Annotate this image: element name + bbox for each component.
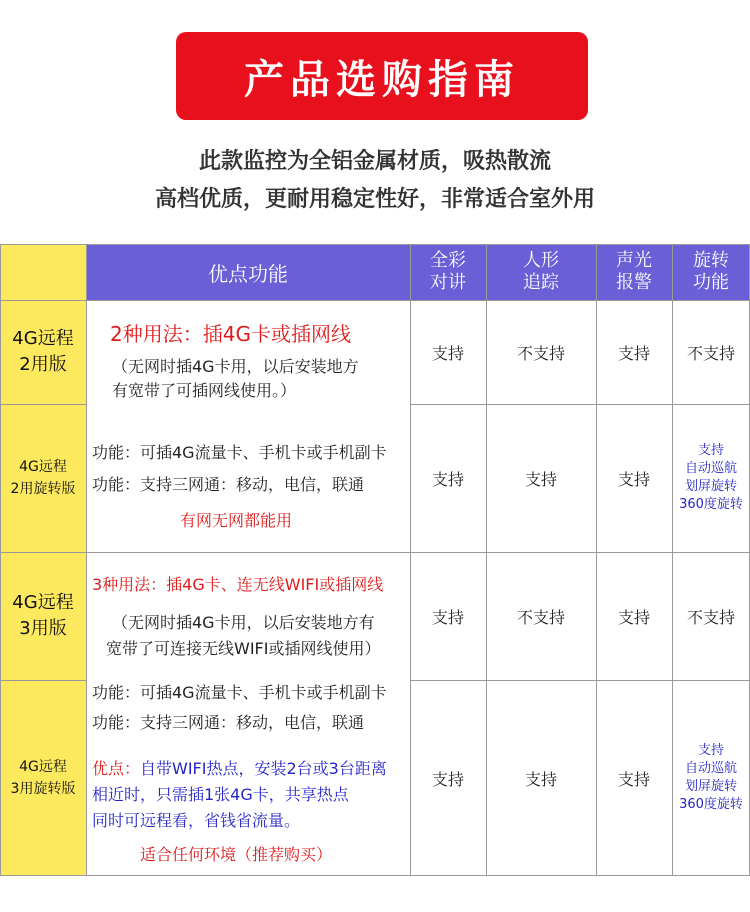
grid-line: [486, 244, 487, 876]
advantage-text: 自带WIFI热点，安装2台或3台距离: [140, 759, 387, 778]
rotate-text: 支持: [697, 443, 724, 458]
features-4g-3way: [86, 552, 410, 680]
header-text: 对讲: [430, 272, 466, 293]
feature-highlight: 适合任何环境（推荐购买）: [140, 845, 333, 864]
header-corner: [0, 244, 86, 300]
grid-line: [0, 875, 750, 876]
usage-note: （无网时插4G卡用，以后安装地方: [112, 357, 359, 376]
rotate-text: 划屏旋转: [684, 779, 737, 794]
cell-tracking-4g-3way-rotate: 支持: [524, 769, 557, 789]
cell-rotation-4g-3way: 不支持: [686, 607, 735, 627]
usage-headline: 3种用法：插4G卡、连无线WIFI或插网线: [92, 575, 384, 594]
cell-alarm-4g-2way: 支持: [617, 343, 650, 363]
row-label-4g-2way: [0, 300, 86, 404]
grid-line: [410, 680, 750, 681]
grid-line: [596, 244, 597, 876]
advantage-text: 相近时，只需插1张4G卡，共享热点: [92, 785, 349, 804]
header-features: 优点功能: [86, 244, 410, 300]
rotate-text: 自动巡航: [684, 761, 737, 776]
label-text: 4G远程: [19, 759, 67, 775]
header-text: 旋转: [693, 250, 729, 271]
subtitle-line-2: 高档优质，更耐用稳定性好，非常适合室外用: [154, 187, 595, 212]
usage-note: 有宽带了可插网线使用。）: [112, 381, 297, 400]
row-label-4g-3way-rotate: [0, 680, 86, 876]
cell-rotation-4g-3way-rotate: [672, 680, 750, 876]
grid-line: [0, 404, 86, 405]
subtitle-line-1: 此款监控为全铝金属材质，吸热散流: [198, 149, 551, 174]
header-text: 声光: [616, 250, 652, 271]
header-text: 全彩: [430, 250, 466, 271]
advantage-prefix: 优点：: [92, 759, 141, 778]
cell-rotation-4g-2way-rotate: [672, 404, 750, 552]
grid-line: [0, 300, 750, 301]
label-text: 2用旋转版: [10, 481, 76, 497]
header-text: 人形: [523, 250, 559, 271]
header-human-tracking: [486, 244, 596, 300]
label-text: 4G远程: [12, 328, 74, 349]
usage-headline: 2种用法：插4G卡或插网线: [110, 322, 351, 346]
feature-line: 功能：可插4G流量卡、手机卡或手机副卡: [92, 683, 387, 702]
cell-intercom-4g-3way-rotate: 支持: [431, 769, 464, 789]
header-full-color-intercom: [410, 244, 486, 300]
usage-note: 宽带了可连接无线WIFI或插网线使用）: [106, 639, 381, 658]
cell-intercom-4g-2way: 支持: [431, 343, 464, 363]
row-label-4g-2way-rotate: [0, 404, 86, 552]
cell-intercom-4g-3way: 支持: [431, 607, 464, 627]
header-text: 功能: [693, 272, 729, 293]
cell-tracking-4g-2way-rotate: 支持: [524, 469, 557, 489]
feature-line: 功能：支持三网通：移动，电信，联通: [92, 713, 365, 732]
advantage-text: 同时可远程看，省钱省流量。: [92, 811, 301, 830]
grid-line: [0, 680, 86, 681]
cell-rotation-4g-2way: 不支持: [686, 343, 735, 363]
grid-line: [0, 552, 750, 553]
features-4g-2way-rotate: [86, 404, 410, 552]
rotate-text: 划屏旋转: [684, 479, 737, 494]
cell-alarm-4g-2way-rotate: 支持: [617, 469, 650, 489]
header-rotation: [672, 244, 750, 300]
feature-line: 功能：支持三网通：移动，电信，联通: [92, 475, 365, 494]
cell-tracking-4g-2way: 不支持: [516, 343, 565, 363]
advantage-line: [92, 756, 387, 779]
rotate-text: 自动巡航: [684, 461, 737, 476]
feature-line: 功能：可插4G流量卡、手机卡或手机副卡: [92, 443, 387, 462]
row-label-4g-3way: [0, 552, 86, 680]
label-text: 2用版: [19, 354, 67, 375]
cell-tracking-4g-3way: 不支持: [516, 607, 565, 627]
comparison-table: [0, 244, 750, 876]
label-text: 3用旋转版: [10, 781, 76, 797]
rotate-text: 360度旋转: [679, 497, 743, 512]
features-4g-3way-rotate: [86, 680, 410, 876]
page-banner: 产品选购指南: [176, 32, 588, 120]
header-sound-light-alarm: [596, 244, 672, 300]
grid-line: [672, 244, 673, 876]
usage-note: （无网时插4G卡用，以后安装地方有: [112, 613, 375, 632]
grid-line: [0, 244, 1, 876]
label-text: 4G远程: [19, 459, 67, 475]
grid-line: [86, 244, 87, 876]
label-text: 3用版: [19, 618, 67, 639]
cell-alarm-4g-3way-rotate: 支持: [617, 769, 650, 789]
feature-highlight: 有网无网都能用: [180, 511, 293, 530]
rotate-text: 支持: [697, 743, 724, 758]
header-text: 追踪: [523, 272, 559, 293]
features-4g-2way: [86, 300, 410, 404]
grid-line: [0, 244, 750, 245]
grid-line: [410, 244, 411, 876]
label-text: 4G远程: [12, 592, 74, 613]
rotate-text: 360度旋转: [679, 797, 743, 812]
grid-line: [410, 404, 750, 405]
cell-intercom-4g-2way-rotate: 支持: [431, 469, 464, 489]
header-text: 报警: [616, 272, 652, 293]
cell-alarm-4g-3way: 支持: [617, 607, 650, 627]
